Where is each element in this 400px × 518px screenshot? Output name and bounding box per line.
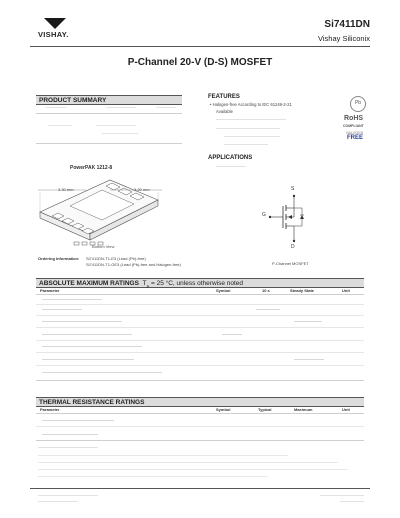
table-row xyxy=(36,315,364,316)
table-faint-cell xyxy=(46,107,66,108)
faint-application-line xyxy=(216,166,246,167)
col-typical: Typical xyxy=(258,407,272,412)
col-unit: Unit xyxy=(342,288,350,293)
col-parameter: Parameter xyxy=(40,407,60,412)
col-steady-state: Steady State xyxy=(290,288,315,293)
halogen-label: HALOGEN xyxy=(346,131,364,135)
faint-cell xyxy=(42,359,134,360)
package-drawing xyxy=(30,172,180,254)
faint-feature-line xyxy=(216,128,280,129)
table-row xyxy=(36,352,364,353)
schematic-caption: P-Channel MOSFET xyxy=(272,261,309,266)
faint-cell xyxy=(42,334,132,335)
faint-note-line xyxy=(38,462,338,463)
col-10s: 10 s xyxy=(262,288,270,293)
faint-footer-line xyxy=(320,495,364,496)
faint-cell xyxy=(42,346,142,347)
col-parameter: Parameter xyxy=(40,288,60,293)
header-rule xyxy=(30,46,370,47)
faint-cell xyxy=(294,321,322,322)
table-row xyxy=(36,340,364,341)
halogen-free-badge: FREE xyxy=(347,135,364,141)
pin-d-label: D xyxy=(291,244,295,250)
footer-rule xyxy=(30,488,370,489)
table-row xyxy=(36,304,364,305)
feature-item: Available xyxy=(216,109,233,114)
table-rule xyxy=(36,440,364,441)
abs-max-table xyxy=(36,288,364,388)
applications-heading: APPLICATIONS xyxy=(208,155,253,161)
ordering-label: Ordering Information: xyxy=(38,256,80,261)
manufacturer: Vishay Siliconix xyxy=(318,34,370,43)
vishay-logo xyxy=(38,18,72,40)
faint-note-line xyxy=(38,455,288,456)
faint-footer-line xyxy=(340,501,364,502)
faint-cell xyxy=(42,372,162,373)
table-faint-cell xyxy=(106,107,136,108)
table-rule xyxy=(36,380,364,381)
feature-item: • Halogen-free According to IEC 61249-2-21 xyxy=(210,102,292,107)
package-title: PowerPAK 1212-8 xyxy=(70,165,113,171)
table-faint-cell xyxy=(48,125,72,126)
faint-feature-line xyxy=(224,136,280,137)
table-row xyxy=(36,327,364,328)
abs-max-heading: ABSOLUTE MAXIMUM RATINGS $T_A = 25$ °C, unless otherwise noted xyxy=(36,278,364,288)
page-title: P-Channel 20-V (D-S) MOSFET xyxy=(127,57,273,68)
package-dim-left: 3.30 mm xyxy=(58,187,74,192)
table-rule xyxy=(36,143,182,144)
product-summary-table xyxy=(36,105,182,145)
faint-cell xyxy=(42,420,114,421)
pin-g-label: G xyxy=(262,212,266,218)
ordering-line-1: Si7411DN-T1-E3 (Lead (Pb)-free) xyxy=(86,256,146,261)
rohs-compliant-label: COMPLIANT xyxy=(343,124,364,128)
bullet-icon: • xyxy=(210,102,213,107)
faint-cell xyxy=(42,309,82,310)
faint-cell xyxy=(256,309,280,310)
logo-triangle-icon xyxy=(44,18,66,29)
thermal-heading: THERMAL RESISTANCE RATINGS xyxy=(36,397,364,407)
table-rule xyxy=(36,413,364,414)
table-rule xyxy=(36,113,182,114)
faint-cell xyxy=(42,321,122,322)
lead-free-icon: Pb xyxy=(350,96,366,112)
col-maximum: Maximum xyxy=(294,407,313,412)
faint-note-line xyxy=(38,447,98,448)
faint-cell xyxy=(294,359,324,360)
product-summary-heading: PRODUCT SUMMARY xyxy=(36,95,182,105)
mosfet-symbol xyxy=(262,190,312,250)
col-symbol: Symbol xyxy=(216,288,231,293)
faint-cell xyxy=(222,334,242,335)
rohs-badge: RoHS xyxy=(344,115,364,122)
thermal-table xyxy=(36,407,364,447)
bottom-view-label: Bottom View xyxy=(92,244,115,249)
table-faint-cell xyxy=(96,125,136,126)
ordering-line-2: Si7411DN-T1-GE3 (Lead (Pb)-free and Halogen-free) xyxy=(86,262,181,267)
table-row xyxy=(36,426,364,427)
table-row xyxy=(36,365,364,366)
faint-feature-line xyxy=(224,144,268,145)
table-faint-cell xyxy=(102,133,138,134)
faint-note-line xyxy=(38,476,268,477)
features-heading: FEATURES xyxy=(208,94,240,100)
col-unit: Unit xyxy=(342,407,350,412)
package-dim-right: 3.30 mm xyxy=(134,187,150,192)
table-faint-cell xyxy=(156,107,176,108)
pin-s-label: S xyxy=(291,186,295,192)
faint-note-line xyxy=(38,469,348,470)
faint-footer-line xyxy=(38,501,78,502)
table-rule xyxy=(36,294,364,295)
faint-footer-line xyxy=(38,495,98,496)
logo-text: VISHAY. xyxy=(38,30,69,39)
faint-cell xyxy=(42,434,98,435)
faint-cell xyxy=(42,299,102,300)
col-symbol: Symbol xyxy=(216,407,231,412)
part-number: Si7411DN xyxy=(324,19,370,30)
faint-feature-line xyxy=(216,119,286,120)
